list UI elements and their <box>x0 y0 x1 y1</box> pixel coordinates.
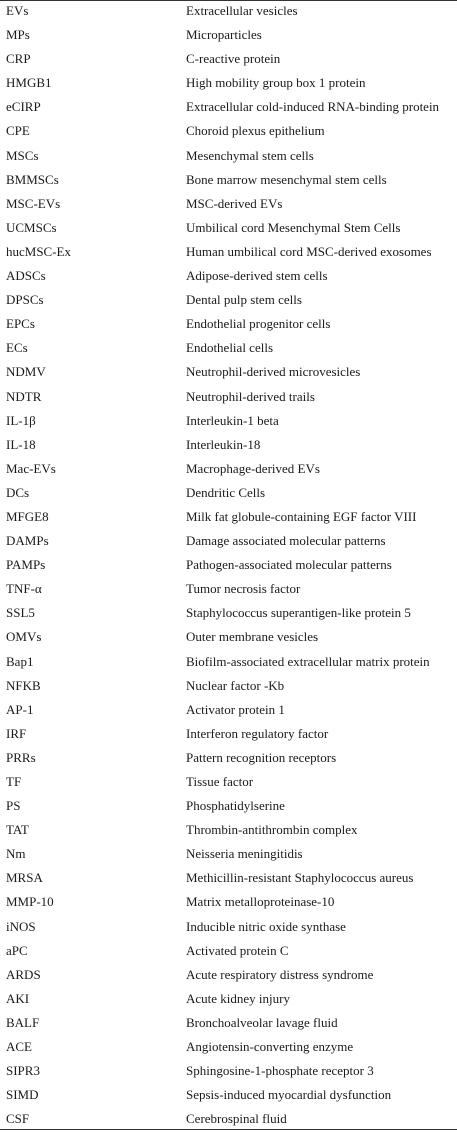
definition-cell: C-reactive protein <box>186 51 281 67</box>
definition-cell: Interferon regulatory factor <box>186 725 329 741</box>
definition-cell: High mobility group box 1 protein <box>186 75 366 91</box>
definition-cell: Macrophage-derived EVs <box>186 460 320 476</box>
table-row <box>0 72 457 96</box>
table-row <box>0 482 457 506</box>
abbreviation-cell: NFKB <box>6 677 41 693</box>
table-row <box>0 916 457 940</box>
abbreviation-cell: SSL5 <box>6 605 35 621</box>
abbreviation-cell: Mac-EVs <box>6 460 56 476</box>
abbreviation-cell: EVs <box>6 3 29 18</box>
definition-cell: Neutrophil-derived microvesicles <box>186 364 361 380</box>
abbreviation-cell: CSF <box>6 1111 30 1127</box>
abbreviation-cell: SIMD <box>6 1087 39 1103</box>
definition-cell: Outer membrane vesicles <box>186 629 319 645</box>
definition-cell: Staphylococcus superantigen-like protein 5 <box>186 605 411 621</box>
table-row <box>0 530 457 554</box>
table-row <box>0 410 457 434</box>
definition-cell: Bone marrow mesenchymal stem cells <box>186 171 387 187</box>
table-row <box>0 145 457 169</box>
abbreviation-cell: IL-1β <box>6 412 36 428</box>
table-row <box>0 386 457 410</box>
abbreviation-cell: PAMPs <box>6 557 46 573</box>
table-row <box>0 48 457 72</box>
table-row <box>0 241 457 265</box>
abbreviation-cell: UCMSCs <box>6 219 57 235</box>
abbreviation-cell: DCs <box>6 484 30 500</box>
table-row <box>0 1012 457 1036</box>
definition-cell: Mesenchymal stem cells <box>186 147 314 163</box>
table-row <box>0 337 457 361</box>
abbreviation-cell: IL-18 <box>6 436 36 452</box>
definition-cell: Extracellular vesicles <box>186 3 298 18</box>
abbreviation-cell: OMVs <box>6 629 42 645</box>
table-row <box>0 506 457 530</box>
abbreviation-cell: CRP <box>6 51 31 67</box>
definition-cell: Acute respiratory distress syndrome <box>186 966 374 982</box>
table-row <box>0 0 457 24</box>
abbreviation-cell: Nm <box>6 846 26 862</box>
abbreviation-cell: AP-1 <box>6 701 34 717</box>
abbreviation-cell: PS <box>6 798 21 814</box>
table-row <box>0 193 457 217</box>
definition-cell: Sphingosine-1-phosphate receptor 3 <box>186 1063 374 1079</box>
abbreviation-cell: BMMSCs <box>6 171 59 187</box>
table-row <box>0 819 457 843</box>
abbreviation-cell: DPSCs <box>6 292 44 308</box>
table-row <box>0 940 457 964</box>
abbreviation-cell: TNF-α <box>6 581 42 597</box>
definition-cell: MSC-derived EVs <box>186 195 283 211</box>
abbreviation-cell: MSCs <box>6 147 39 163</box>
abbreviation-cell: PRRs <box>6 749 36 765</box>
definition-cell: Adipose-derived stem cells <box>186 268 328 284</box>
table-row <box>0 891 457 915</box>
abbreviation-cell: aPC <box>6 942 28 958</box>
abbreviation-cell: iNOS <box>6 918 36 934</box>
table-row <box>0 843 457 867</box>
definition-cell: Cerebrospinal fluid <box>186 1111 287 1127</box>
abbreviation-cell: ECs <box>6 340 28 356</box>
table-row <box>0 554 457 578</box>
table-row <box>0 265 457 289</box>
abbreviation-cell: CPE <box>6 123 30 139</box>
abbreviation-cell: IRF <box>6 725 27 741</box>
table-row <box>0 626 457 650</box>
table-row <box>0 651 457 675</box>
definition-cell: Neutrophil-derived trails <box>186 388 315 404</box>
definition-cell: Human umbilical cord MSC-derived exosomes <box>186 243 432 259</box>
abbreviation-cell: NDTR <box>6 388 42 404</box>
definition-cell: Endothelial progenitor cells <box>186 316 331 332</box>
table-row <box>0 120 457 144</box>
definition-cell: Phosphatidylserine <box>186 798 285 814</box>
definition-cell: Dendritic Cells <box>186 484 266 500</box>
abbreviation-cell: MSC-EVs <box>6 195 61 211</box>
definition-cell: Tumor necrosis factor <box>186 581 301 597</box>
table-row <box>0 675 457 699</box>
abbreviation-cell: BALF <box>6 1014 40 1030</box>
definition-cell: Damage associated molecular patterns <box>186 533 386 549</box>
abbreviation-cell: hucMSC-Ex <box>6 243 71 259</box>
table-row <box>0 289 457 313</box>
table-row <box>0 602 457 626</box>
definition-cell: Microparticles <box>186 27 262 43</box>
abbreviation-cell: MPs <box>6 27 30 43</box>
abbreviation-cell: DAMPs <box>6 533 49 549</box>
abbreviation-cell: MRSA <box>6 870 43 886</box>
table-row <box>0 723 457 747</box>
abbreviation-cell: eCIRP <box>6 99 41 115</box>
table-row <box>0 313 457 337</box>
definition-cell: Interleukin-18 <box>186 436 261 452</box>
table-row <box>0 361 457 385</box>
table-row <box>0 578 457 602</box>
definition-cell: Dental pulp stem cells <box>186 292 302 308</box>
abbreviation-cell: MFGE8 <box>6 508 49 524</box>
definition-cell: Neisseria meningitidis <box>186 846 303 862</box>
definition-cell: Pattern recognition receptors <box>186 749 337 765</box>
definition-cell: Umbilical cord Mesenchymal Stem Cells <box>186 219 401 235</box>
abbreviation-cell: SIPR3 <box>6 1063 40 1079</box>
definition-cell: Matrix metalloproteinase-10 <box>186 894 335 910</box>
table-row <box>0 169 457 193</box>
abbreviation-cell: TF <box>6 774 22 789</box>
definition-cell: Angiotensin-converting enzyme <box>186 1039 354 1055</box>
table-row <box>0 458 457 482</box>
table-row <box>0 1060 457 1084</box>
definition-cell: Endothelial cells <box>186 340 274 356</box>
definition-cell: Activator protein 1 <box>186 701 285 717</box>
definition-cell: Methicillin-resistant Staphylococcus aureus <box>186 870 414 886</box>
table-row <box>0 217 457 241</box>
definition-cell: Thrombin-antithrombin complex <box>186 822 358 838</box>
definition-cell: Tissue factor <box>186 774 254 789</box>
abbreviation-cell: HMGB1 <box>6 75 52 91</box>
definition-cell: Sepsis-induced myocardial dysfunction <box>186 1087 392 1103</box>
abbreviation-cell: ACE <box>6 1039 32 1055</box>
table-row <box>0 747 457 771</box>
definition-cell: Bronchoalveolar lavage fluid <box>186 1014 338 1030</box>
abbreviation-cell: ADSCs <box>6 268 46 284</box>
abbreviation-cell: Bap1 <box>6 653 34 669</box>
definition-cell: Choroid plexus epithelium <box>186 123 325 139</box>
table-row <box>0 699 457 723</box>
definition-cell: Biofilm-associated extracellular matrix protein <box>186 653 430 669</box>
abbreviation-cell: EPCs <box>6 316 35 332</box>
table-row <box>0 867 457 891</box>
definition-cell: Inducible nitric oxide synthase <box>186 918 346 934</box>
table-row <box>0 24 457 48</box>
abbreviation-cell: TAT <box>6 822 29 838</box>
definition-cell: Acute kidney injury <box>186 990 290 1006</box>
abbreviation-cell: NDMV <box>6 364 46 380</box>
definition-cell: Activated protein C <box>186 942 289 958</box>
definition-cell: Milk fat globule-containing EGF factor VIII <box>186 508 417 524</box>
definition-cell: Extracellular cold-induced RNA-binding protein <box>186 99 440 115</box>
table-row <box>0 988 457 1012</box>
table-row <box>0 1084 457 1108</box>
table-row <box>0 1036 457 1060</box>
table-row <box>0 434 457 458</box>
abbreviation-cell: MMP-10 <box>6 894 54 910</box>
table-row <box>0 795 457 819</box>
abbreviation-cell: ARDS <box>6 966 41 982</box>
table-row <box>0 771 457 795</box>
table-row <box>0 96 457 120</box>
abbreviation-cell: AKI <box>6 990 30 1006</box>
table-row <box>0 964 457 988</box>
definition-cell: Nuclear factor -Kb <box>186 677 285 693</box>
definition-cell: Pathogen-associated molecular patterns <box>186 557 392 573</box>
definition-cell: Interleukin-1 beta <box>186 412 279 428</box>
